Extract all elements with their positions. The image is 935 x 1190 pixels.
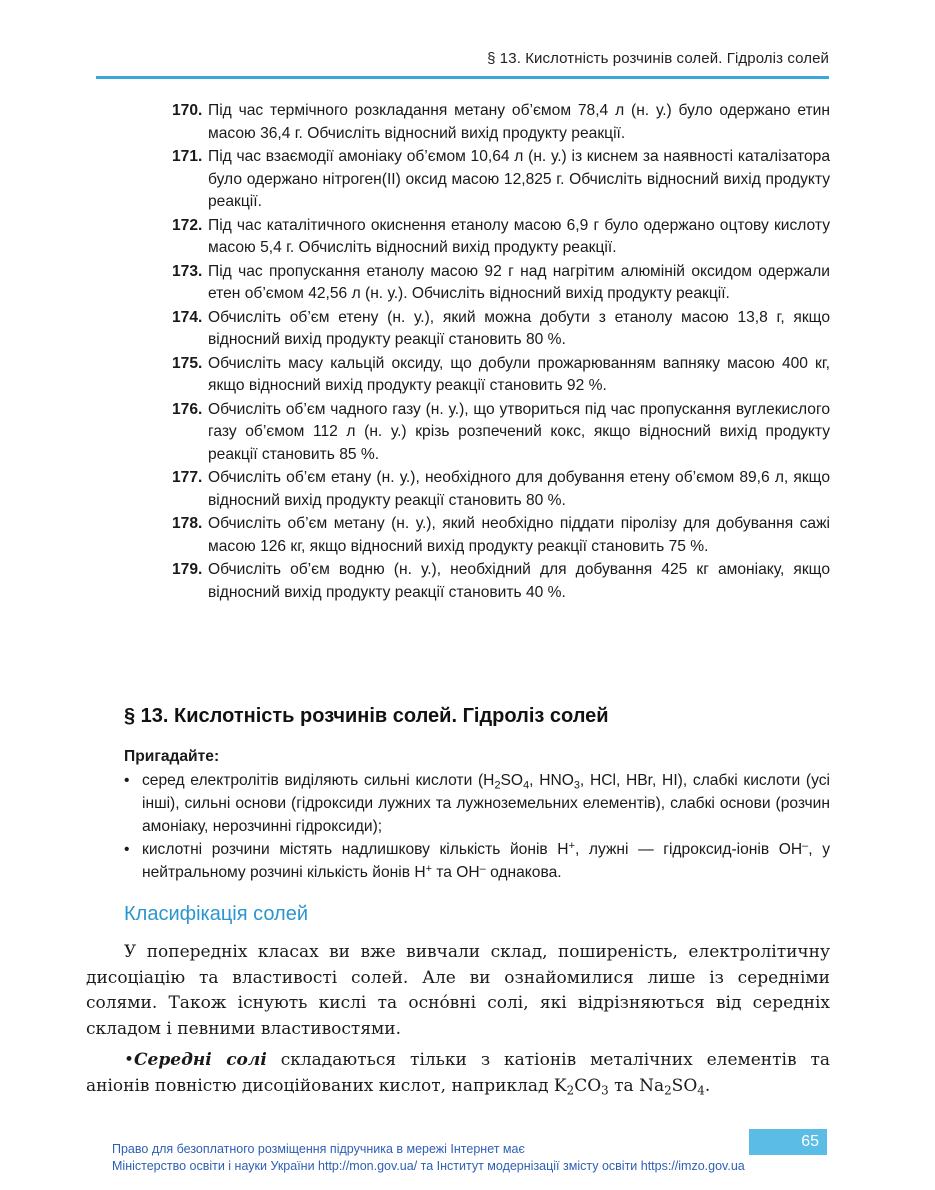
problem-item — [172, 513, 830, 558]
problem-number: 176. — [172, 400, 203, 418]
problem-number: 170. — [172, 102, 203, 119]
footer-notice — [112, 1141, 832, 1175]
problem-text: Обчисліть об’єм водню (н. у.), необхідний для добування 425 кг амоніаку, якщо відносний вихід продукту реакції становить 40 %. — [208, 561, 830, 601]
term: Середні солі — [134, 1050, 267, 1070]
page-number: 65 — [749, 1129, 827, 1155]
recall-item — [124, 838, 830, 884]
problem-text: Обчисліть масу кальцій оксиду, що добули прожарюванням вапняку масою 400 кг, якщо відносний вихід продукту реакції становить 92 %. — [208, 354, 830, 394]
subheading: Класифікація солей — [124, 903, 308, 925]
problem-text: Обчисліть об’єм метану (н. у.), який необхідно піддати піролізу для добування сажі масою 126 кг, якщо відносний вихід продукту реакції становить 75 %. — [208, 515, 830, 555]
body-paragraph: •Середні солі складаються тільки з катіонів металічних елементів та аніонів повністю дисоційованих кислот, наприклад $K_2CO_3$ та $Na_2SO_4$. — [86, 1050, 830, 1098]
problem-item — [172, 307, 830, 352]
recall-text: кислотні розчини містять надлишкову кількість йонів H+, лужні — гідроксид-іонів OH–, у нейтральному розчині кількість йонів H+ та OH– однакова. — [142, 840, 830, 881]
problem-number: 171. — [172, 148, 203, 165]
problem-number: 179. — [172, 561, 203, 578]
problem-number: 175. — [172, 354, 203, 372]
section-title: § 13. Кислотність розчинів солей. Гідроліз солей — [124, 705, 609, 727]
problem-item — [172, 215, 830, 260]
footer-line: Право для безоплатного розміщення підручника в мережі Інтернет має — [112, 1142, 525, 1156]
recall-item — [124, 769, 830, 838]
problem-text: Під час взаємодії амоніаку об’ємом 10,64 л (н. у.) із киснем за наявності каталізатора було одержано нітроген(ІІ) оксид масою 12,825 г. Обчисліть відносний вихід продукту реакції. — [208, 148, 830, 210]
problem-number: 172. — [172, 216, 203, 234]
footer-line: Міністерство освіти і науки України http://mon.gov.ua/ та Інститут модернізації змісту освіти https://imzo.gov.ua — [112, 1159, 745, 1173]
problem-item — [172, 353, 830, 398]
problem-number: 177. — [172, 469, 203, 486]
running-header: § 13. Кислотність розчинів солей. Гідроліз солей — [487, 50, 829, 67]
bullet-icon: • — [124, 841, 130, 858]
header-rule — [96, 76, 829, 79]
problem-list — [172, 100, 830, 605]
problem-text: Під час каталітичного окиснення етанолу масою 6,9 г було одержано оцтову кислоту масою 5,4 г. Обчисліть відносний вихід продукту реакції. — [208, 216, 830, 256]
recall-list — [124, 769, 830, 884]
bullet-icon: • — [124, 772, 130, 789]
recall-text: серед електролітів виділяють сильні кислоти ($H_2SO_4$, $HNO_3$, HCl, HBr, HI), слабкі кислоти (усі інші), сильні основи (гідроксиди лужних та лужноземельних елементів), слабкі основи (розчин амоніаку, нерозчинні гідроксиди); — [142, 772, 830, 835]
problem-item — [172, 467, 830, 512]
problem-text: Обчисліть об’єм чадного газу (н. у.), що утвориться під час пропускання вуглекислого газу об’ємом 112 л (н. у.) крізь розпечений кокс, якщо відносний вихід продукту реакції становить 85 %. — [208, 400, 830, 463]
problem-item — [172, 100, 830, 145]
bullet-icon: • — [124, 1050, 135, 1070]
problem-number: 173. — [172, 262, 203, 280]
problem-item — [172, 146, 830, 214]
problem-item — [172, 559, 830, 604]
problem-text: Обчисліть об’єм етану (н. у.), необхідного для добування етену об’ємом 89,6 л, якщо відносний вихід продукту реакції становить 80 %. — [208, 469, 830, 509]
problem-item — [172, 261, 830, 306]
problem-number: 174. — [172, 308, 203, 326]
problem-text: Обчисліть об’єм етену (н. у.), який можна добути з етанолу масою 13,8 г, якщо відносний вихід продукту реакції становить 80 %. — [208, 308, 830, 348]
problem-text: Під час термічного розкладання метану об’ємом 78,4 л (н. у.) було одержано етин масою 36,4 г. Обчисліть відносний вихід продукту реакції. — [208, 102, 830, 142]
problem-number: 178. — [172, 515, 203, 532]
problem-text: Під час пропускання етанолу масою 92 г над нагрітим алюміній оксидом одержали етен об’ємом 42,56 л (н. у.). Обчисліть відносний вихід продукту реакції. — [208, 262, 830, 302]
problem-item — [172, 399, 830, 467]
recall-title: Пригадайте: — [124, 748, 220, 765]
body-paragraph: У попередніх класах ви вже вивчали склад, поширеність, електролітичну дисоціацію та властивості солей. Але ви ознайомилися лише із середніми солями. Також існують кислі та осно́вні солі, які відрізняються від середніх складом і певними властивостями. — [86, 942, 830, 1039]
